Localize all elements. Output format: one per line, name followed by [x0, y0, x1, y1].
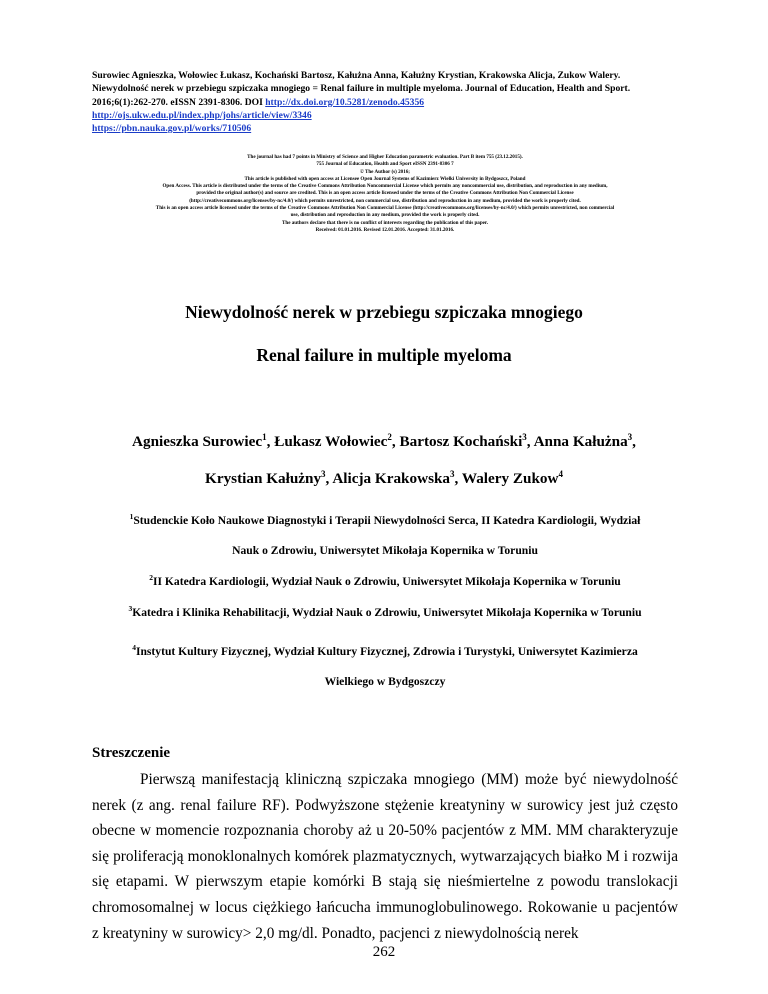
citation-title: Niewydolność nerek w przebiegu szpiczaka mnogiego = Renal failure in multiple myeloma. Journal of Education, Health and Sport.	[92, 83, 631, 95]
citation-volume: 2016;6(1):262-270. eISSN 2391-8306. DOI	[92, 96, 266, 108]
journal-info-line: Received: 01.01.2016. Revised 12.01.2016. Accepted: 31.01.2016.	[315, 226, 455, 233]
ojs-link[interactable]: http://ojs.ukw.edu.pl/index.php/johs/article/view/3346	[92, 109, 312, 121]
journal-info-line: This article is published with open access at Licensee Open Journal Systems of Kazimierz Wielki University in Bydgoszcz, Poland	[244, 175, 526, 182]
citation-authors: Surowiec Agnieszka, Wołowiec Łukasz, Kochański Bartosz, Kałużna Anna, Kałużny Krystian, Krakowska Alicja, Zukow Walery.	[92, 70, 621, 81]
journal-info-line: (http://creativecommons.org/licenses/by-nc/4.0/) which permits unrestricted, non commercial use, distribution and reproduction in any medium, provided the work is properly cited.	[189, 197, 581, 204]
author: Bartosz Kochański$^3$,	[399, 432, 534, 451]
author: Walery Zukow$^4$	[461, 469, 563, 488]
authors-list	[60, 421, 708, 495]
journal-info-line: This is an open access article licensed under the terms of the Creative Commons Attribution Non Commercial License (http://creativecommons.org/licenses/by-nc/4.0/) which permits unrestricted, non commercial	[155, 205, 615, 212]
author: Alicja Krakowska$^3$,	[332, 469, 462, 488]
journal-info-line: provided the original author(s) and source are credited. This is an open access article licensed under the terms of the Creative Commons Attribution Non Commercial License	[196, 190, 574, 197]
author: Łukasz Wołowiec$^2$,	[274, 432, 400, 451]
journal-info-line: use, distribution and reproduction in any medium, provided the work is properly cited.	[290, 212, 480, 219]
abstract-paragraph: Pierwszą manifestacją kliniczną szpiczaka mnogiego (MM) może być niewydolność nerek (z ang. renal failure RF). Podwyższone stężenie kreatyniny w surowicy jest już często obecne w momencie rozpoznania choroby aż u 20-50% pacjentów z MM. MM charakteryzuje się proliferacją monoklonalnych komórek plazmatycznych, wytwarzających białko M i rozwija się etapami. W pierwszym etapie komórki B stają się nieśmiertelne z powodu translokacji chromosomalnej w locus ciężkiego łańcucha immunoglobulinowego. Rokowanie u pacjentów z kreatyniny w surowicy> 2,0 mg/dl. Ponadto, pacjenci z niewydolnością nerek	[92, 771, 678, 942]
title-polish: Niewydolność nerek w przebiegu szpiczaka mnogiego	[185, 302, 583, 322]
journal-info	[72, 154, 698, 234]
affiliation-1: $^1$Studenckie Koło Naukowe Diagnostyki i Terapii Niewydolności Serca, II Katedra Kardiologii, Wydział Nauk o Zdrowiu, Uniwersytet Mikołaja Kopernika w Toruniu	[129, 512, 641, 557]
pbn-link[interactable]: https://pbn.nauka.gov.pl/works/710506	[92, 123, 252, 135]
author: Krystian Kałużny$^3$,	[205, 469, 333, 488]
title-english: Renal failure in multiple myeloma	[256, 345, 512, 365]
abstract-body	[92, 767, 678, 946]
affiliation-2: $^2$II Katedra Kardiologii, Wydział Nauk o Zdrowiu, Uniwersytet Mikołaja Kopernika w Toruniu	[149, 573, 621, 588]
citation-doi-line	[92, 96, 682, 109]
affiliation-3: $^3$Katedra i Klinika Rehabilitacji, Wydział Nauk o Zdrowiu, Uniwersytet Mikołaja Kopernika w Toruniu	[128, 604, 642, 619]
journal-info-line: The journal has had 7 points in Ministry of Science and Higher Education parametric evaluation. Part B item 755 (23.12.2015).	[247, 154, 523, 160]
author: Anna Kałużna$^3$,	[533, 432, 636, 451]
author: Agnieszka Surowiec$^1$,	[132, 432, 275, 451]
affiliation-4: $^4$Instytut Kultury Fizycznej, Wydział Kultury Fizycznej, Zdrowia i Turystyki, Uniwersytet Kazimierza Wielkiego w Bydgoszczy	[132, 643, 638, 688]
doi-link[interactable]: http://dx.doi.org/10.5281/zenodo.45356	[265, 96, 425, 108]
journal-info-line: Open Access. This article is distributed under the terms of the Creative Commons Attribution Noncommercial License which permits any noncommercial use, distribution, and reproduction in any medium,	[162, 183, 608, 190]
page-number: 262	[372, 944, 396, 960]
citation-block	[92, 69, 682, 135]
journal-info-line: 755 Journal of Education, Health and Sport eISSN 2391-8306 7	[316, 161, 454, 168]
section-heading: Streszczenie	[92, 745, 171, 761]
journal-info-line: The authors declare that there is no conflict of interests regarding the publication of this paper.	[281, 219, 488, 226]
journal-info-line: © The Author (s) 2016;	[359, 168, 411, 175]
